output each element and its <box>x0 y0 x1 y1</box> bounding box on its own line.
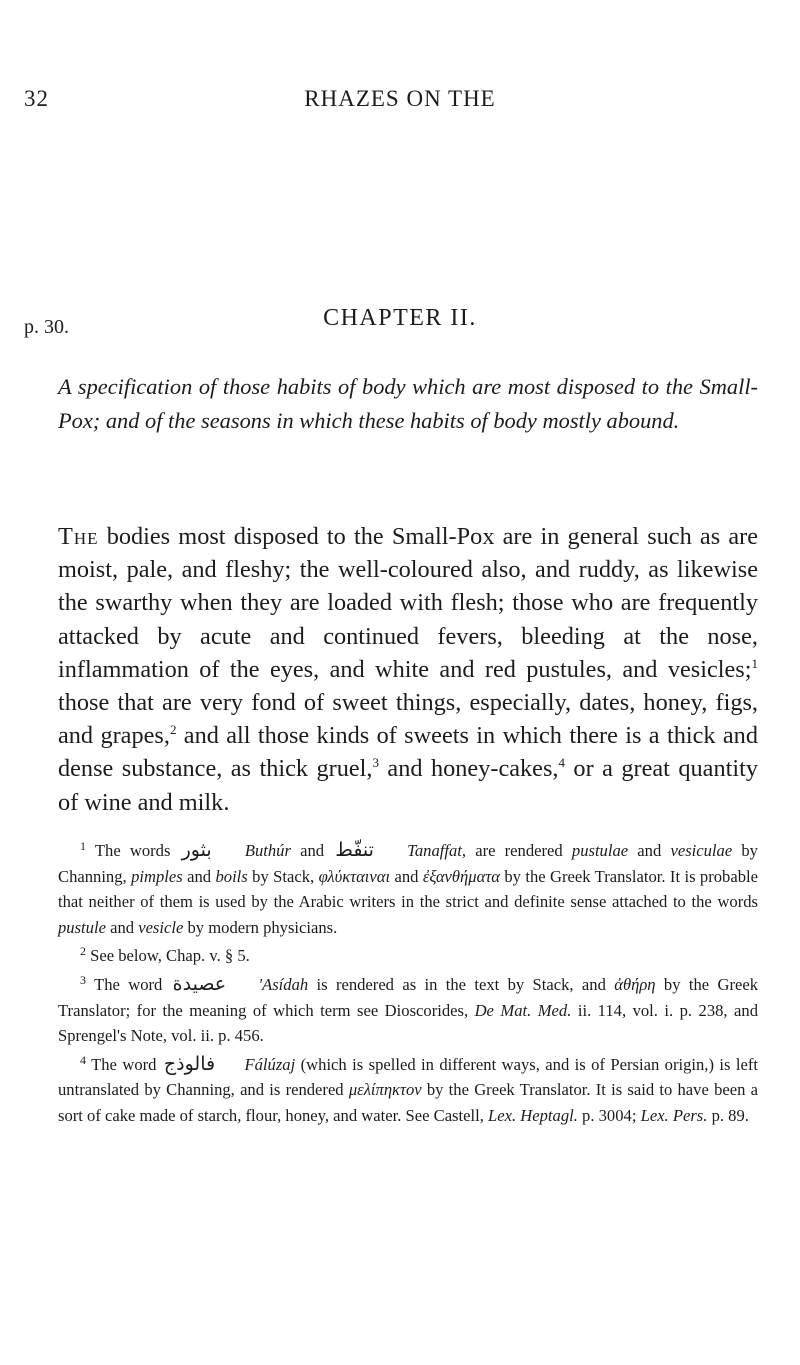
footnote-text: , are rendered <box>461 841 572 860</box>
transliteration: Fálúzaj <box>244 1054 296 1074</box>
body-paragraph <box>58 520 758 819</box>
footnote-text: The word <box>91 1054 162 1074</box>
italic-term: Lex. Pers. <box>640 1105 708 1125</box>
footnote-1: $^1$ The words بثور Buthúr and تنفّط Tanaffat, are rendered pustulae and vesiculae by Channing, pimples and boils by Stack, φλύκταιναι and ἐξανθήματα by the Greek Translator. It is probable that neither of them is used by the Arabic writers in the strict and definite sense attached to the words pustule and vesicle by modern physicians. <box>58 839 758 937</box>
footnote-text <box>250 975 258 994</box>
footnote-text: See below, Chap. v. § 5. <box>90 946 250 966</box>
greek-word: ἀθήρη <box>614 974 656 994</box>
italic-term: De Mat. Med. <box>474 1000 572 1020</box>
footnote-text: (which is spelled in different ways, and is of Persian origin,) is left untranslated by Channing, and is rendered <box>58 1054 758 1100</box>
footnote-ref[interactable]: 1 <box>751 655 758 671</box>
italic-term: vesicle <box>138 917 184 937</box>
footnote-text: p. 89. <box>707 1105 749 1125</box>
italic-term: pustule <box>58 917 106 937</box>
footnote-text: ii. 114, vol. i. p. 238, and Sprengel's Note, vol. ii. p. 456. <box>58 1000 758 1046</box>
footnote-text <box>236 841 245 860</box>
greek-word: μελίπηκτον <box>348 1080 422 1100</box>
footnote-text: The words <box>94 841 180 860</box>
greek-word: φλύκταιναι <box>318 866 391 886</box>
running-header <box>24 86 776 118</box>
footnote-text: and <box>390 866 423 886</box>
italic-term: Lex. Heptagl. <box>488 1105 578 1125</box>
lead-word: The <box>58 523 99 550</box>
body-text-part: bodies most disposed to the Small-Pox are in general such as are moist, pale, and fleshy; the well-coloured also, and ruddy, as likewise the swarthy when they are loaded with flesh; those who are frequently attacked by acute and continued fevers, bleeding at the nose, inflammation of the eyes, and white and red pustules, and vesicles; <box>58 523 758 683</box>
page-number: 32 <box>24 86 49 111</box>
footnote-number: 2 <box>80 944 86 959</box>
italic-term: vesiculae <box>670 841 733 860</box>
footnote-2 <box>58 943 758 969</box>
transliteration: Tanaffat <box>407 841 462 860</box>
italic-term: pustulae <box>571 841 629 860</box>
footnote-4: $^4$ The word فالوذج Fálúzaj (which is spelled in different ways, and is of Persian origin,) is left untranslated by Channing, and is rendered μελίπηκτον by the Greek Translator. It is said to have been a sort of cake made of starch, flour, honey, and water. See Castell, Lex. Heptagl. p. 3004; Lex. Pers. p. 89. <box>58 1052 758 1125</box>
footnote-ref[interactable]: 4 <box>558 755 565 771</box>
body-text-part: and all those kinds of sweets in which there is a thick and dense substance, as thick gruel, <box>58 722 758 783</box>
footnote-text: and <box>105 917 139 937</box>
footnote-text: by modern physicians. <box>183 917 338 937</box>
footnote-text: by the Greek Translator. It is probable that neither of them is used by the Arabic writers in the strict and definite sense attached to the words <box>58 866 758 912</box>
footnote-text: by Stack, <box>247 866 319 886</box>
footnote-text: by Channing, <box>58 841 758 886</box>
footnote-text: The word <box>94 974 171 994</box>
footnote-number: 4 <box>80 1052 86 1067</box>
italic-term: pimples <box>131 866 183 886</box>
footnote-ref[interactable]: 2 <box>169 722 177 738</box>
transliteration: Buthúr <box>244 841 291 860</box>
footnote-3: $^3$ The word عصيدة 'Asídah is rendered as in the text by Stack, and ἀθήρη by the Greek Translator; for the meaning of which term see Dioscorides, De Mat. Med. ii. 114, vol. i. p. 238, and Sprengel's Note, vol. ii. p. 456. <box>58 972 759 1046</box>
footnote-text: and <box>290 841 334 860</box>
chapter-subtitle: A specification of those habits of body which are most disposed to the Small-Pox; and of the seasons in which these habits of body mostly abound. <box>58 374 758 433</box>
footnote-text: and <box>628 841 671 860</box>
footnote-text: p. 3004; <box>577 1105 641 1125</box>
footnote-number: 3 <box>80 972 86 987</box>
running-title: RHAZES ON THE <box>304 86 496 111</box>
footnote-text: by the Greek Translator. It is said to have been a sort of cake made of starch, flour, honey, and water. See Castell, <box>58 1080 758 1125</box>
footnote-text <box>398 841 407 860</box>
italic-term: boils <box>215 866 248 886</box>
footnote-text: by the Greek Translator; for the meaning of which term see Dioscorides, <box>58 974 759 1020</box>
footnote-text: is rendered as in the text by Stack, and <box>308 974 615 994</box>
margin-page-reference: p. 30. <box>24 316 69 338</box>
body-text-part: and honey-cakes, <box>378 755 559 783</box>
greek-word: ἐξανθήματα <box>422 866 500 886</box>
transliteration: 'Asídah <box>258 974 309 994</box>
footnote-number: 1 <box>80 839 86 853</box>
footnotes <box>58 838 758 1132</box>
body-text-part: those that are very fond of sweet things, especially, dates, honey, figs, and grapes, <box>58 689 758 750</box>
footnote-text: and <box>182 866 216 886</box>
body-text-part: or a great quantity of wine and milk. <box>58 755 759 816</box>
footnote-ref[interactable]: 3 <box>372 755 379 771</box>
chapter-title: CHAPTER II. <box>323 305 477 331</box>
